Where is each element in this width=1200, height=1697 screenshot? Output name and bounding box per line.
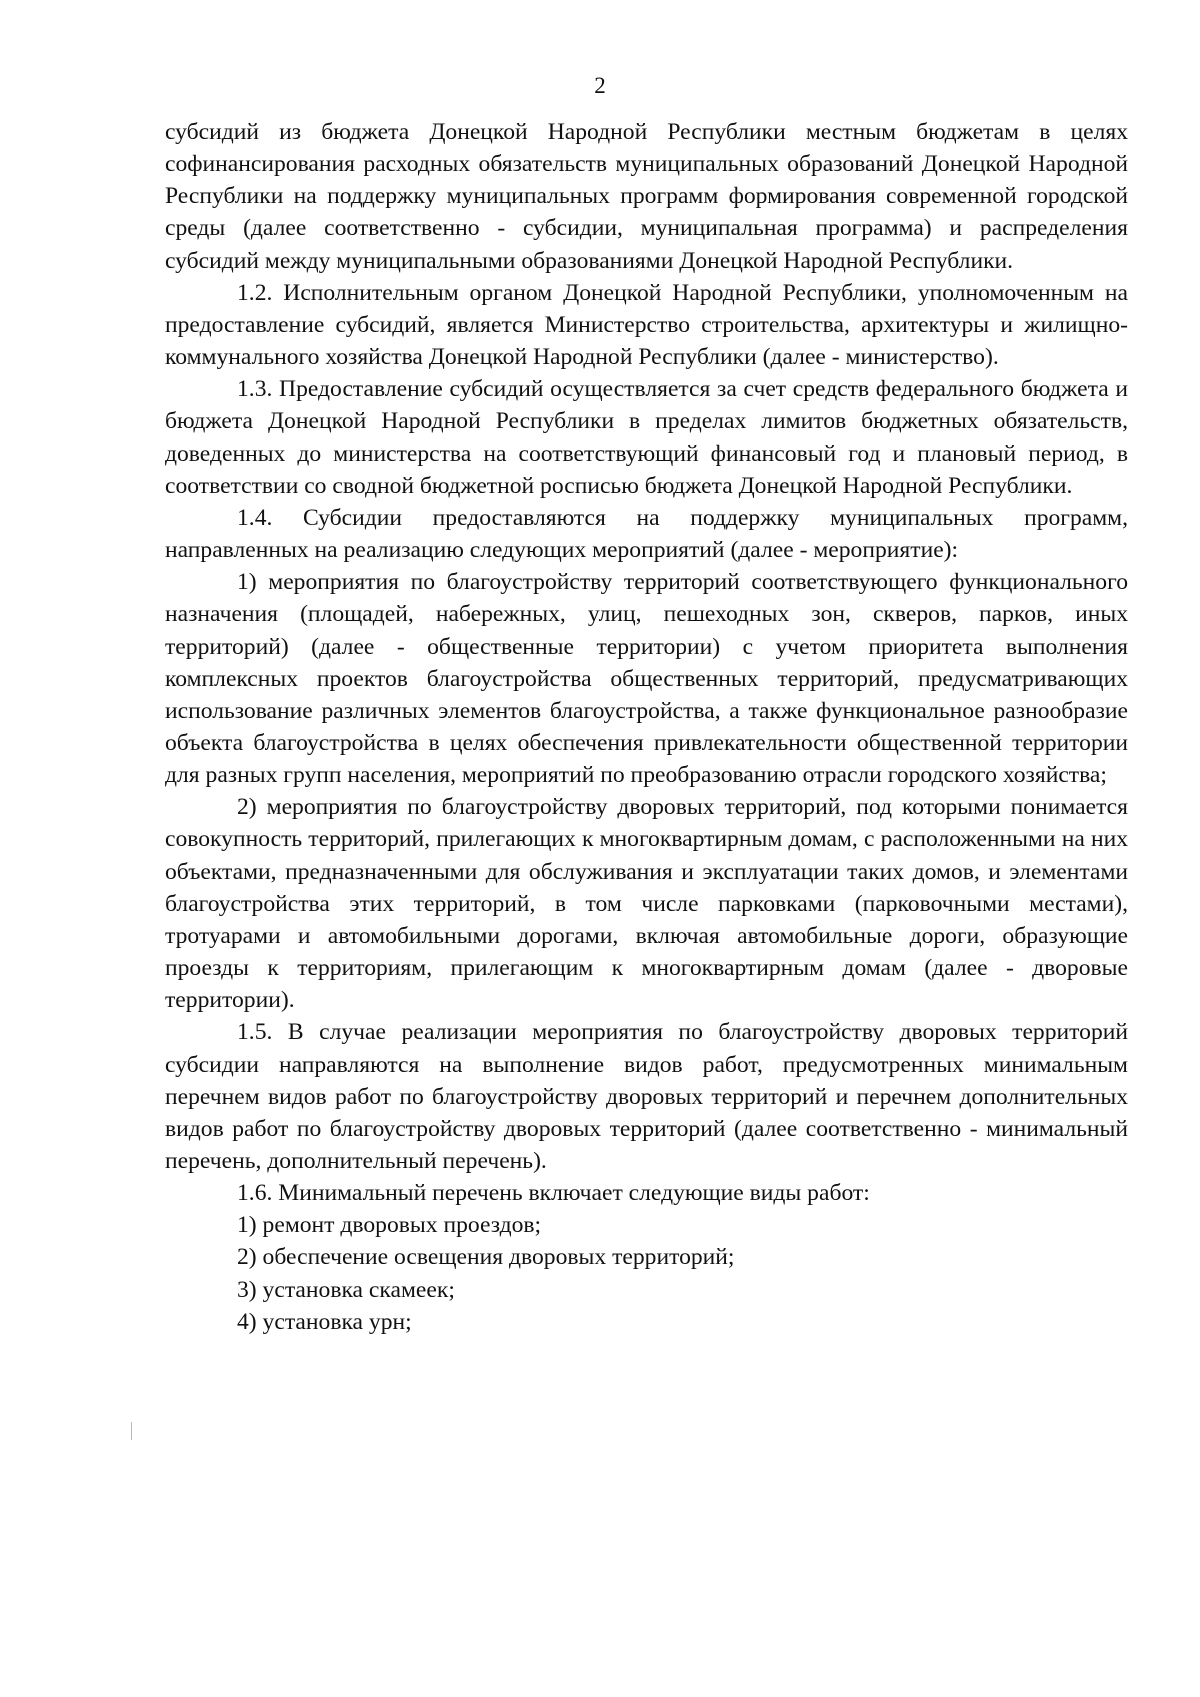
work-item-3: 3) установка скамеек; [237, 1276, 455, 1303]
work-item-1: 1) ремонт дворовых проездов; [237, 1212, 542, 1239]
paragraph-1-5: 1.5. В случае реализации мероприятия по благоустройству дворовых территорий субсидии направляются на выполнение видов работ, предусмотренных минимальным перечнем видов работ по благоустройству дворовых территорий и перечнем дополнительных видов работ по благоустройству дворовых территорий (далее соответственно - минимальный перечень, дополнительный перечень). [165, 1019, 1128, 1174]
work-item-2: 2) обеспечение освещения дворовых территорий; [237, 1244, 735, 1271]
paragraph-1-1-continued: субсидий из бюджета Донецкой Народной Республики местным бюджетам в целях софинансирования расходных обязательств муниципальных образований Донецкой Народной Республики на поддержку муниципальных программ формирования современной городской среды (далее соответственно - субсидии, муниципальная программа) и распределения субсидий между муниципальными образованиями Донецкой Народной Республики. [165, 119, 1128, 274]
work-item-4: 4) установка урн; [237, 1308, 412, 1335]
document-body [165, 116, 1128, 1338]
list-item-courtyard-territories: 2) мероприятия по благоустройству дворовых территорий, под которыми понимается совокупность территорий, прилегающих к многоквартирным домам, с расположенными на них объектами, предназначенными для обслуживания и эксплуатации таких домов, и элементами благоустройства этих территорий, в том числе парковками (парковочными местами), тротуарами и автомобильными дорогами, включая автомобильные дороги, образующие проезды к территориям, прилегающим к многоквартирным домам (далее - дворовые территории). [165, 794, 1128, 1014]
paragraph-1-4: 1.4. Субсидии предоставляются на поддержку муниципальных программ, направленных на реализацию следующих мероприятий (далее - мероприятие): [165, 504, 1128, 564]
paragraph-1-2: 1.2. Исполнительным органом Донецкой Народной Республики, уполномоченным на предоставление субсидий, является Министерство строительства, архитектуры и жилищно-коммунального хозяйства Донецкой Народной Республики (далее - министерство). [165, 279, 1128, 371]
paragraph-1-6: 1.6. Минимальный перечень включает следующие виды работ: [237, 1180, 870, 1207]
list-item-public-territories: 1) мероприятия по благоустройству территорий соответствующего функционального назначения (площадей, набережных, улиц, пешеходных зон, скверов, парков, иных территорий) (далее - общественные территории) с учетом приоритета выполнения комплексных проектов благоустройства общественных территорий, предусматривающих использование различных элементов благоустройства, а также функциональное разнообразие объекта благоустройства в целях обеспечения привлекательности общественной территории для разных групп населения, мероприятий по преобразованию отрасли городского хозяйства; [165, 569, 1128, 789]
scan-margin-mark [131, 1422, 132, 1440]
paragraph-1-3: 1.3. Предоставление субсидий осуществляется за счет средств федерального бюджета и бюджета Донецкой Народной Республики в пределах лимитов бюджетных обязательств, доведенных до министерства на соответствующий финансовый год и плановый период, в соответствии со сводной бюджетной росписью бюджета Донецкой Народной Республики. [165, 376, 1128, 499]
page-number: 2 [594, 73, 606, 98]
